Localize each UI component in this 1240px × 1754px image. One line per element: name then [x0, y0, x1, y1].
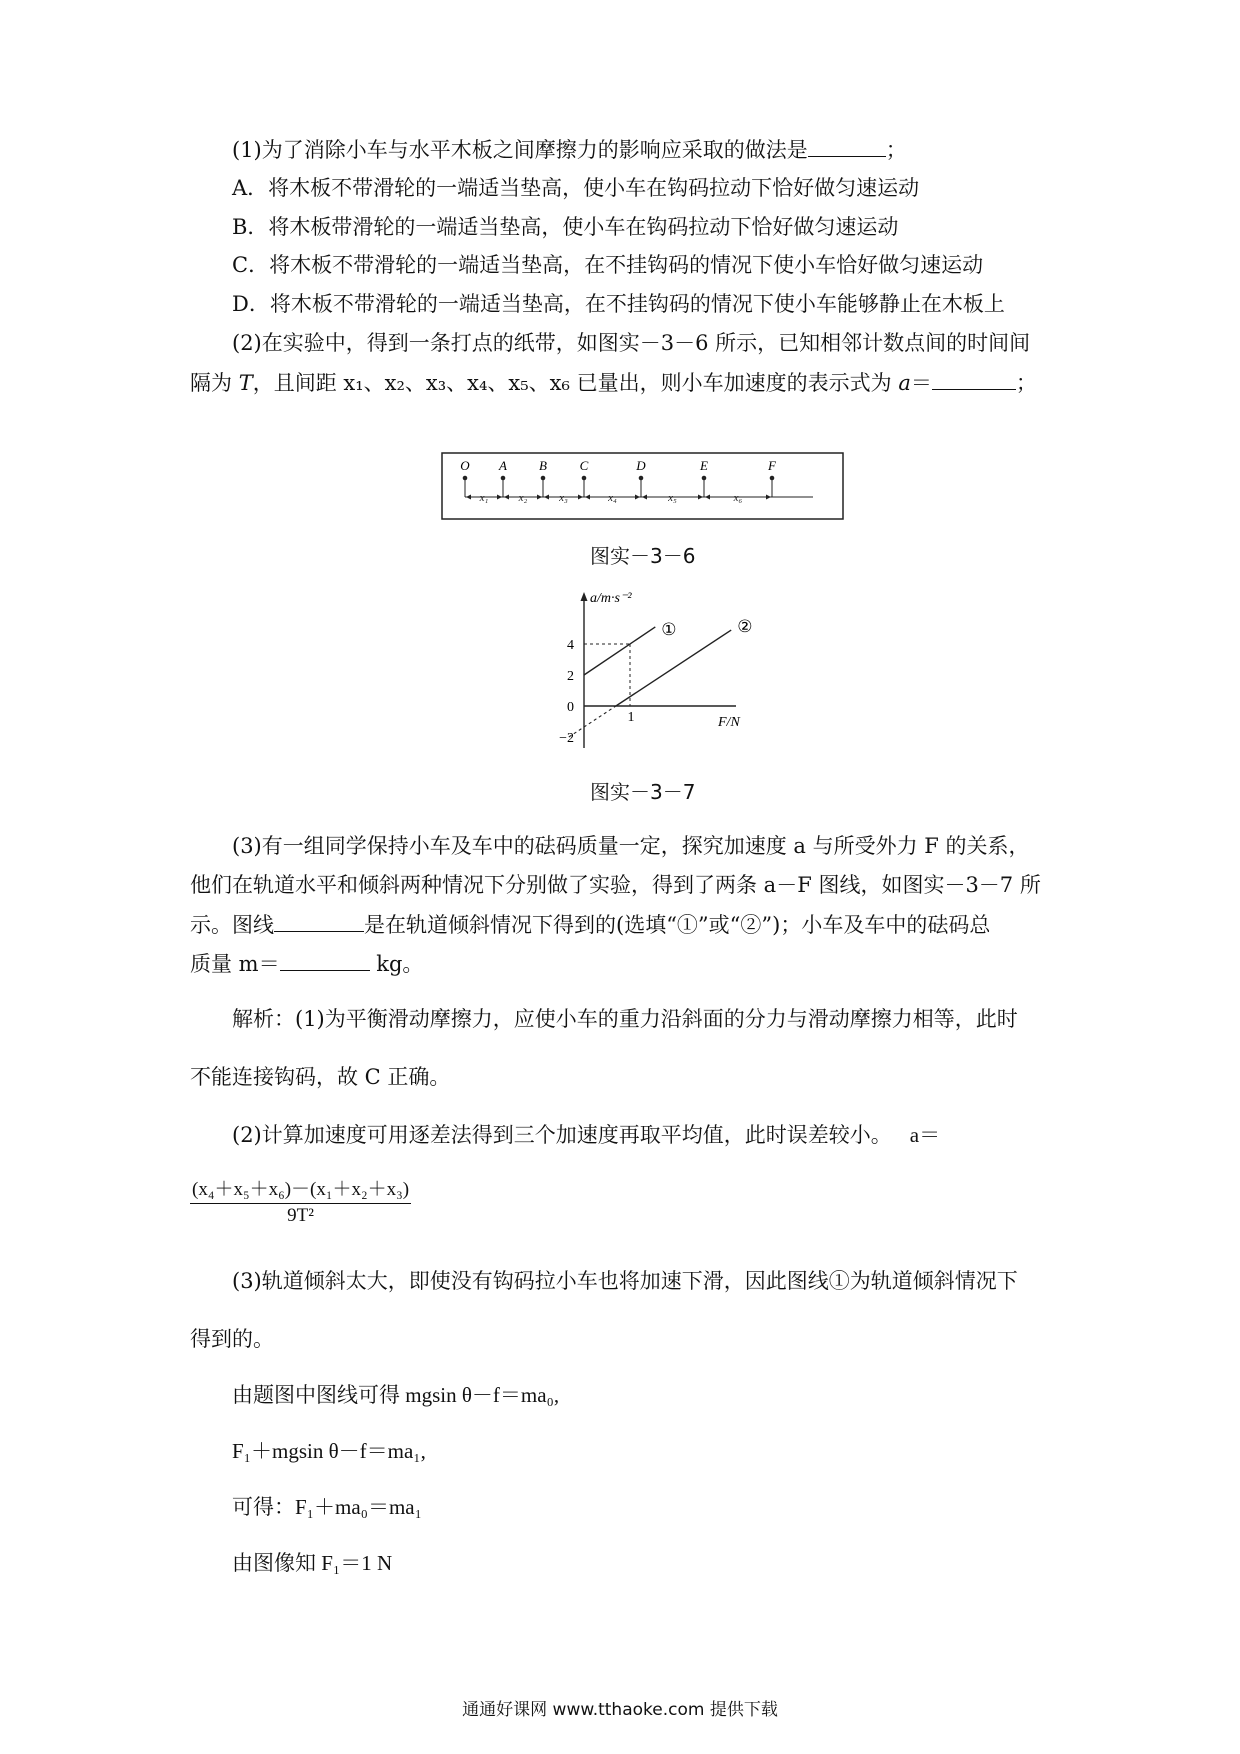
tape-dot-E: [702, 476, 707, 481]
tape-segment-label: x₃: [559, 492, 568, 504]
q2-line2-T: T: [238, 371, 253, 395]
equation-intro: 由题图中图线可得: [232, 1383, 400, 1407]
q2-line2-var: a: [898, 371, 911, 395]
page-footer: 通通好课网 www.tthaoke.com 提供下载: [462, 1700, 778, 1720]
tape-dot-B: [541, 476, 546, 481]
series-line-2-extension: [569, 706, 616, 737]
segment-arrow-left: [705, 495, 710, 500]
solution-1-line2: 不能连接钩码，故 C 正确。: [190, 1065, 451, 1089]
equation-4: [232, 1548, 392, 1578]
q3-line4-a: 质量 m＝: [190, 952, 280, 976]
graph-y-tick: 4: [567, 638, 574, 653]
series-label-1: ①: [661, 619, 677, 639]
segment-arrow-left: [642, 495, 647, 500]
tape-diagram: [441, 452, 844, 520]
q1-answer-blank: [808, 134, 886, 157]
equation-4-math: F₁＝1 N: [316, 1551, 393, 1575]
fig7-caption: 图实－3－7: [590, 780, 696, 804]
equation-3: [232, 1492, 422, 1522]
fraction-denominator: 9T²: [287, 1205, 314, 1226]
solution-2-line1: [232, 1120, 940, 1150]
solution-3-line1: (3)轨道倾斜太大，即使没有钩码拉小车也将加速下滑，因此图线①为轨道倾斜情况下: [232, 1269, 1018, 1293]
equation-1-math: mgsin θ－f＝ma₀,: [400, 1383, 560, 1407]
segment-arrow-left: [585, 495, 590, 500]
tape-dot-A: [501, 476, 506, 481]
q2-line2-eq: ＝: [910, 371, 932, 395]
solution-fraction: [190, 1177, 411, 1228]
q1-option-b: B．将木板带滑轮的一端适当垫高，使小车在钩码拉动下恰好做匀速运动: [232, 215, 899, 239]
equation-3-label: 可得：: [232, 1495, 295, 1519]
solution-2-text: (2)计算加速度可用逐差法得到三个加速度再取平均值，此时误差较小。: [232, 1123, 892, 1147]
tape-point-label: O: [460, 458, 470, 473]
tape-segment-label: x₁: [479, 492, 489, 504]
graph-y-arrow: [581, 592, 588, 601]
q2-line2-a: 隔为: [190, 371, 239, 395]
q2-answer-blank: [932, 367, 1016, 390]
q1-option-d: D．将木板不带滑轮的一端适当垫高，在不挂钩码的情况下使小车能够静止在木板上: [232, 292, 1005, 316]
q3-line3-b: 是在轨道倾斜情况下得到的(选填“①”或“②”)；小车及车中的砝码总: [364, 913, 991, 937]
fraction-numerator: (x₄＋x₅＋x₆)－(x₁＋x₂＋x₃): [190, 1177, 411, 1204]
solution-3-line2: 得到的。: [190, 1327, 274, 1351]
segment-arrow-right: [766, 495, 771, 500]
tape-segment-label: x₅: [668, 492, 677, 504]
q1-option-a: A．将木板不带滑轮的一端适当垫高，使小车在钩码拉动下恰好做匀速运动: [232, 176, 920, 200]
tape-segment-label: x₂: [518, 492, 528, 504]
segment-arrow-right: [635, 495, 640, 500]
q3-line2: 他们在轨道水平和倾斜两种情况下分别做了实验，得到了两条 a－F 图线，如图实－3－7 所: [190, 873, 1041, 897]
tape-point-label: F: [768, 458, 776, 473]
graph-y-tick: 0: [567, 700, 574, 715]
q3-blank-1: [274, 909, 364, 932]
tape-segment-label: x₆: [733, 492, 743, 504]
q3-line1: (3)有一组同学保持小车及车中的砝码质量一定，探究加速度 a 与所受外力 F 的关系，: [232, 834, 1030, 858]
solution-1-line1: 解析：(1)为平衡滑动摩擦力，应使小车的重力沿斜面的分力与滑动摩擦力相等，此时: [232, 1007, 1018, 1031]
segment-arrow-right: [537, 495, 542, 500]
q3-line3: [190, 909, 990, 940]
tape-point-label: B: [539, 458, 547, 473]
q2-line2-b: ，且间距 x₁、x₂、x₃、x₄、x₅、x₆ 已量出，则小车加速度的表示式为: [252, 371, 899, 395]
tape-point-label: E: [700, 458, 708, 473]
graph-x-tick: 1: [627, 710, 635, 725]
segment-arrow-left: [544, 495, 549, 500]
tape-point-label: A: [499, 458, 507, 473]
q3-line4: [190, 948, 423, 979]
fig6-caption: 图实－3－6: [590, 544, 696, 568]
graph-y-tick: 2: [567, 669, 574, 684]
q1-stem: [232, 134, 907, 165]
q3-blank-2: [280, 948, 370, 971]
q2-line2: [190, 367, 1037, 398]
equation-2: F₁＋mgsin θ－f＝ma₁,: [232, 1439, 426, 1463]
series-line-1: [584, 627, 655, 675]
equation-1: [232, 1380, 559, 1410]
q3-line4-b: kg。: [369, 952, 424, 976]
graph-x-label: F/N: [718, 715, 740, 730]
graph-y-label: a/m·s⁻²: [590, 591, 632, 606]
q1-stem-end: ；: [885, 138, 907, 162]
solution-2-a: a＝: [909, 1123, 941, 1147]
segment-arrow-right: [497, 495, 502, 500]
tape-dot-D: [639, 476, 644, 481]
q2-line1: (2)在实验中，得到一条打点的纸带，如图实－3－6 所示，已知相邻计数点间的时间间: [232, 331, 1031, 355]
tape-point-label: C: [579, 458, 589, 473]
tape-segment-label: x₄: [608, 492, 617, 504]
q2-line2-end: ；: [1015, 371, 1037, 395]
tape-dot-O: [463, 476, 468, 481]
segment-arrow-right: [578, 495, 583, 500]
tape-dot-C: [582, 476, 587, 481]
q3-line3-a: 示。图线: [190, 913, 274, 937]
equation-4-label: 由图像知: [232, 1551, 316, 1575]
q1-option-c: C．将木板不带滑轮的一端适当垫高，在不挂钩码的情况下使小车恰好做匀速运动: [232, 253, 984, 277]
tape-dot-F: [770, 476, 775, 481]
equation-3-math: F₁＋ma₀＝ma₁: [295, 1495, 422, 1519]
af-graph: [546, 588, 753, 758]
series-label-2: ②: [737, 617, 753, 637]
segment-arrow-left: [504, 495, 509, 500]
tape-point-label: D: [636, 458, 646, 473]
segment-arrow-left: [466, 495, 471, 500]
graph-y-tick: −2: [559, 731, 574, 746]
q1-stem-text: (1)为了消除小车与水平木板之间摩擦力的影响应采取的做法是: [232, 138, 808, 162]
segment-arrow-right: [698, 495, 703, 500]
